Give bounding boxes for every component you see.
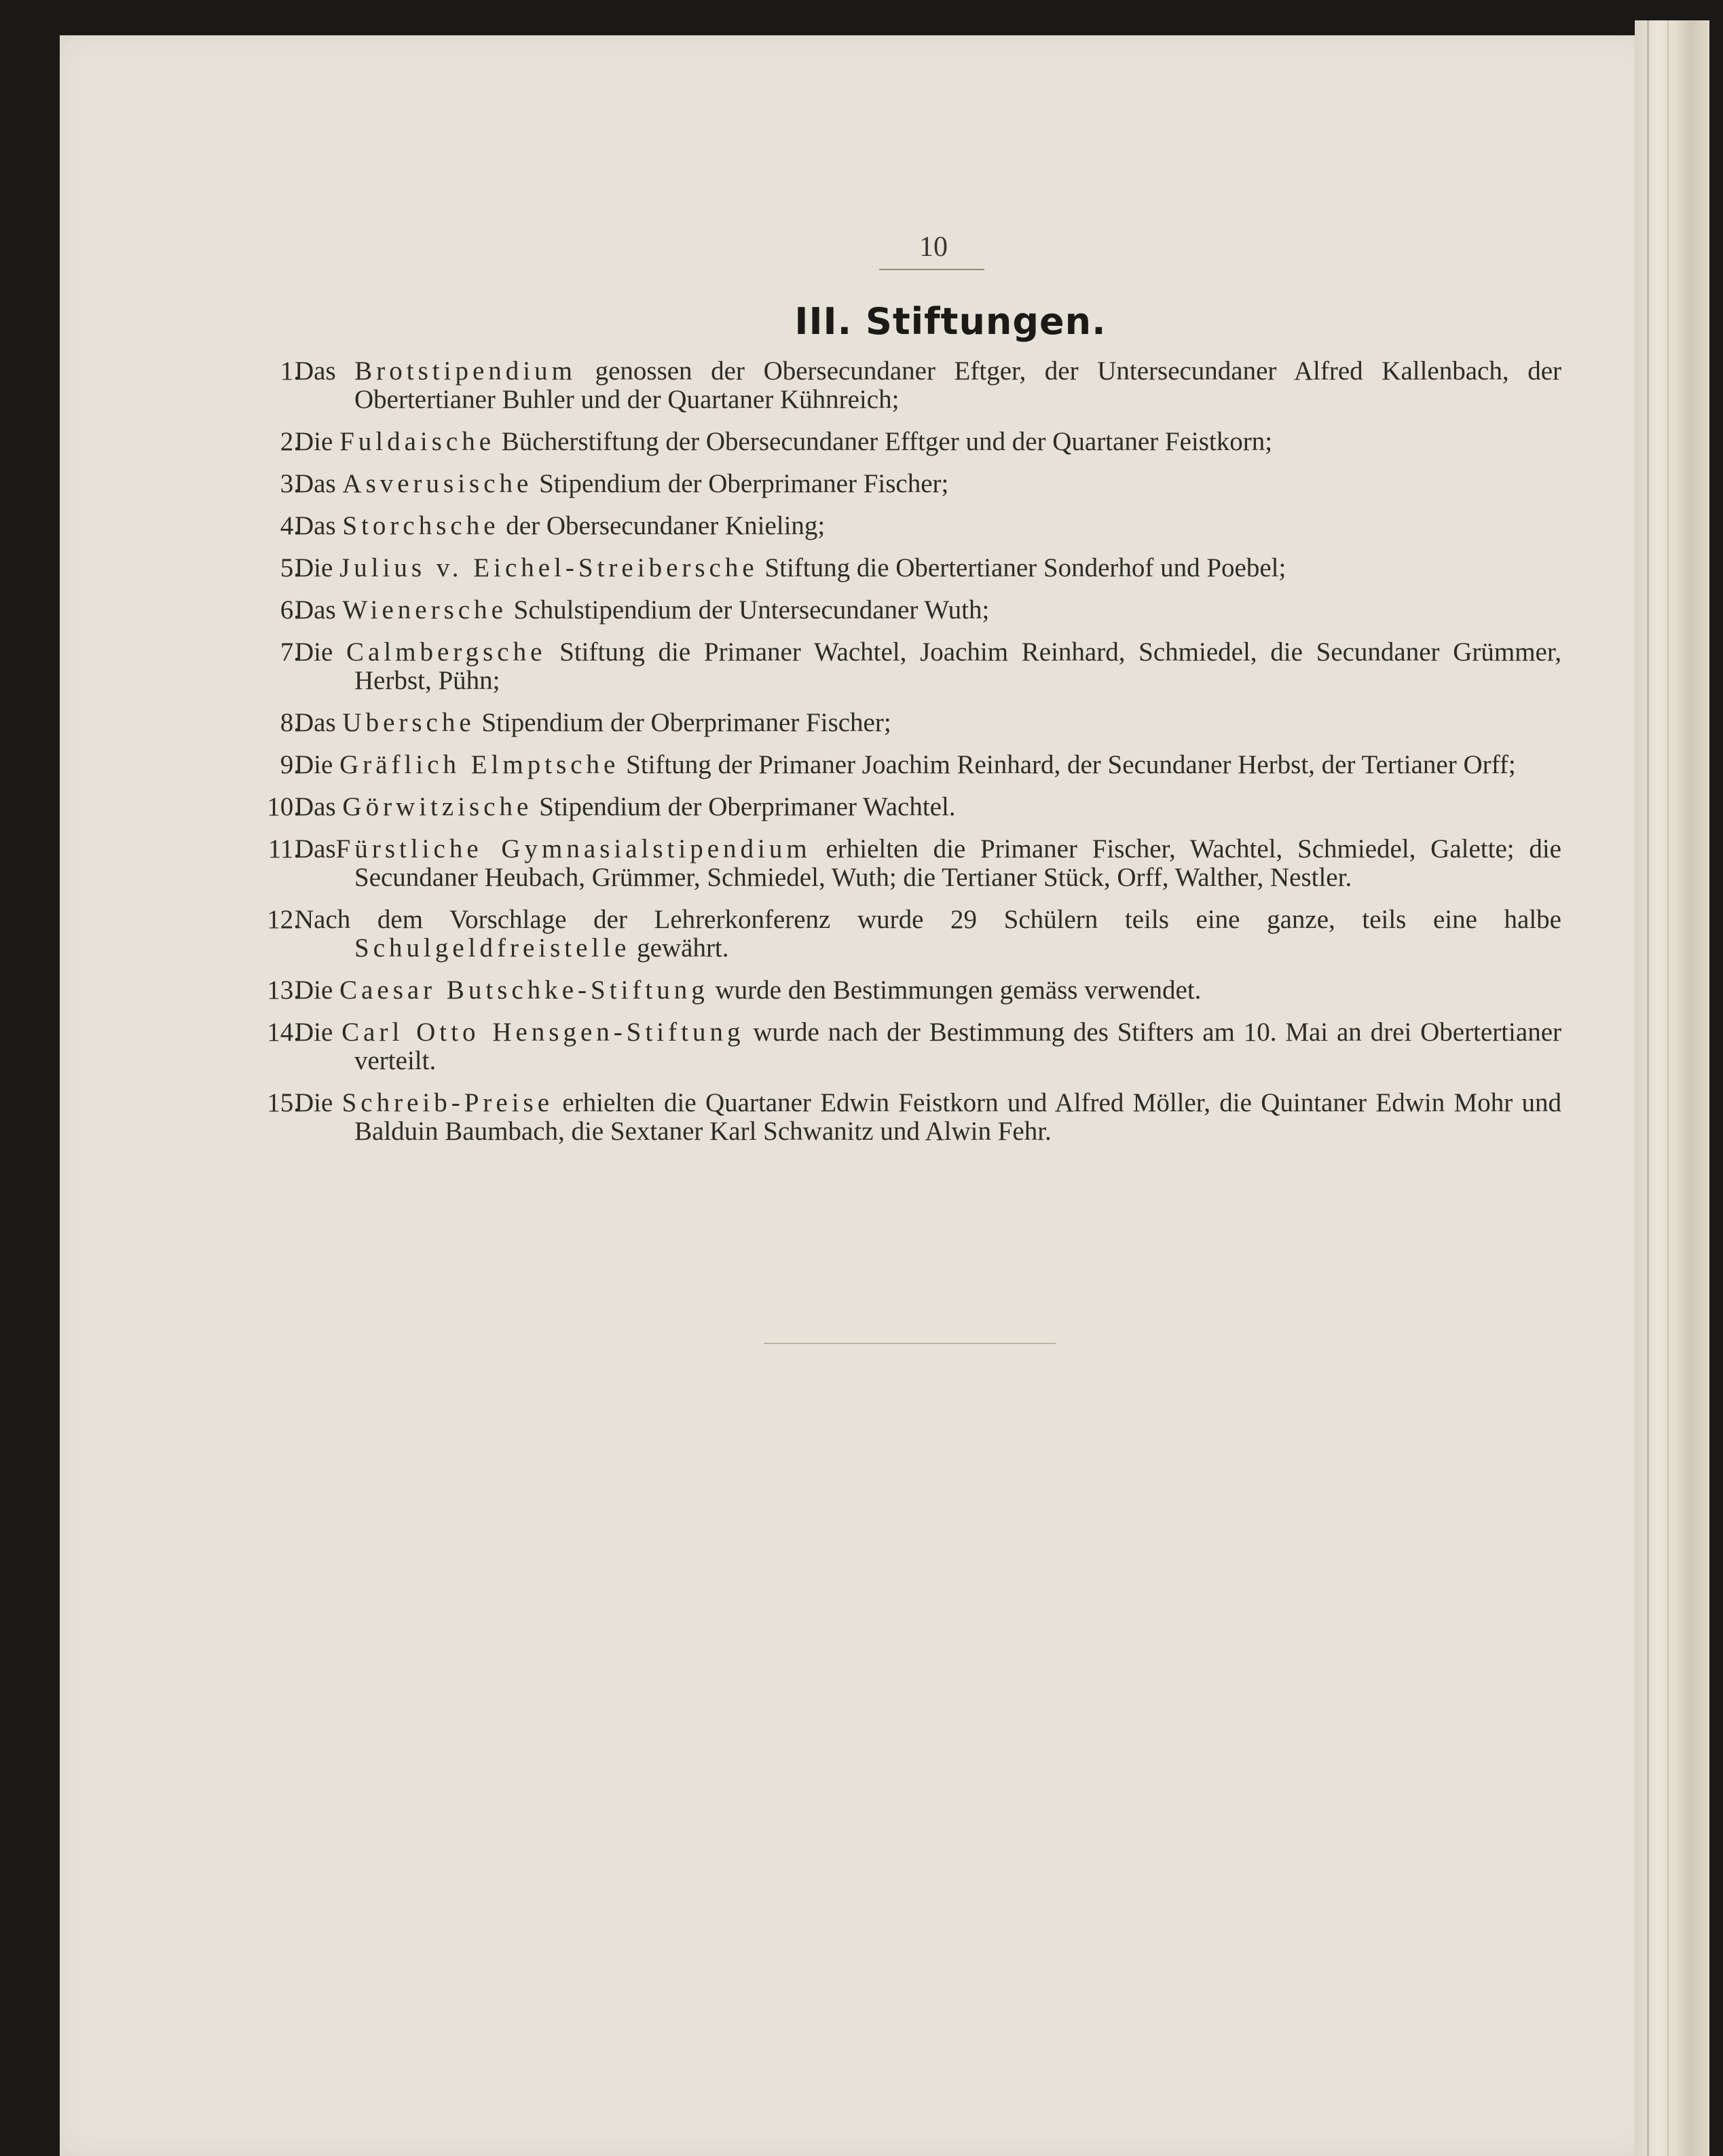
page-edge-line xyxy=(1667,20,1669,2156)
list-item xyxy=(251,709,1561,737)
item-text xyxy=(295,835,1561,892)
item-number: 12. xyxy=(267,905,300,934)
list-item xyxy=(251,554,1561,582)
item-text xyxy=(295,554,1561,582)
end-rule xyxy=(764,1343,1056,1344)
item-text-post: Stiftung der Primaner Joachim Reinhard, der Secundaner Herbst, der Tertianer Orff; xyxy=(626,750,1516,779)
item-foundation-name: Fuldaische xyxy=(339,427,496,456)
item-number: 13. xyxy=(267,975,300,1005)
item-text-post: genossen der Obersecundaner Eftger, der Untersecundaner Alfred Kallenbach, der Obertertianer Buhler und der Quartaner Kühnreich; xyxy=(354,356,1562,414)
foundation-list xyxy=(251,357,1561,1159)
item-foundation-name: Gräflich Elmptsche xyxy=(339,750,620,779)
page-number: 10 xyxy=(919,231,948,263)
item-number: 9. xyxy=(280,750,300,779)
item-number: 7. xyxy=(280,637,300,667)
item-text-post: wurde nach der Bestimmung des Stifters am 10. Mai an drei Obertertianer verteilt. xyxy=(354,1018,1561,1075)
item-text xyxy=(295,1018,1561,1075)
item-number: 15. xyxy=(267,1088,300,1117)
item-text-post: Bücherstiftung der Obersecundaner Efftger und der Quartaner Feistkorn; xyxy=(501,427,1273,456)
item-text xyxy=(295,428,1561,456)
item-text xyxy=(295,638,1561,695)
item-foundation-name: Storchsche xyxy=(342,511,500,540)
item-text-pre: Die xyxy=(295,427,333,456)
page-number-rule xyxy=(879,269,984,270)
item-text-post: gewährt. xyxy=(637,933,729,963)
item-text-pre: Das xyxy=(295,834,336,863)
item-foundation-name: Julius v. Eichel-Streibersche xyxy=(339,553,758,582)
item-foundation-name: Schulgeldfreistelle xyxy=(354,933,631,963)
page-edge-line xyxy=(1647,20,1649,2156)
item-text-post: Stiftung die Primaner Wachtel, Joachim Reinhard, Schmiedel, die Secundaner Grümmer, Herbst, Pühn; xyxy=(354,637,1562,695)
list-item xyxy=(251,638,1561,695)
item-text-post: erhielten die Primaner Fischer, Wachtel, Schmiedel, Galette; die Secundaner Heubach, Grümmer, Schmiedel, Wuth; die Tertianer Stück, Orff, Walther, Nestler. xyxy=(354,834,1561,892)
item-text-pre: Das xyxy=(295,792,336,821)
list-item xyxy=(251,512,1561,540)
item-number: 14. xyxy=(267,1018,300,1047)
item-text-post: der Obersecundaner Knieling; xyxy=(506,511,826,540)
item-text-pre: Das xyxy=(295,356,336,386)
list-item xyxy=(251,1018,1561,1075)
item-foundation-name: Calmbergsche xyxy=(346,637,546,667)
item-number: 2. xyxy=(280,427,300,456)
item-number: 8. xyxy=(280,708,300,737)
item-number: 11. xyxy=(267,834,300,863)
item-text-post: wurde den Bestimmungen gemäss verwendet. xyxy=(715,975,1202,1005)
item-text-pre: Das xyxy=(295,595,336,625)
item-number: 4. xyxy=(280,511,300,540)
list-item xyxy=(251,428,1561,456)
item-foundation-name: Fürstliche Gymnasialstipendium xyxy=(335,834,811,863)
item-text xyxy=(295,906,1561,963)
item-number: 3. xyxy=(280,469,300,498)
item-text xyxy=(295,596,1561,625)
item-text-post: Stipendium der Oberprimaner Fischer; xyxy=(481,708,891,737)
item-text-pre: Die xyxy=(295,975,333,1005)
item-text-pre: Die xyxy=(295,750,333,779)
item-foundation-name: Caesar Butschke-Stiftung xyxy=(339,975,709,1005)
list-item xyxy=(251,357,1561,414)
item-text-post: erhielten die Quartaner Edwin Feistkorn und Alfred Möller, die Quintaner Edwin Mohr und Balduin Baumbach, die Sextaner Karl Schwanitz und Alwin Fehr. xyxy=(354,1088,1562,1146)
item-foundation-name: Brotstipendium xyxy=(354,356,576,386)
item-number: 6. xyxy=(280,595,300,625)
item-text-pre: Das xyxy=(295,708,336,737)
list-item xyxy=(251,793,1561,821)
list-item xyxy=(251,470,1561,498)
item-number: 5. xyxy=(280,553,300,582)
item-foundation-name: Görwitzische xyxy=(342,792,533,821)
item-number: 1. xyxy=(280,356,300,386)
item-text-pre: Die xyxy=(295,1018,333,1047)
page-edge xyxy=(1635,20,1709,2156)
item-text-pre: Die xyxy=(295,637,333,667)
item-text xyxy=(295,976,1561,1005)
item-foundation-name: Wienersche xyxy=(342,595,507,625)
item-text xyxy=(295,470,1561,498)
item-text xyxy=(295,357,1561,414)
item-text xyxy=(295,793,1561,821)
item-text-pre: Das xyxy=(295,511,336,540)
item-text-pre: Die xyxy=(295,1088,333,1117)
item-text-post: Stipendium der Oberprimaner Fischer; xyxy=(539,469,949,498)
list-item xyxy=(251,1089,1561,1146)
list-item xyxy=(251,906,1561,963)
item-text xyxy=(295,1089,1561,1146)
section-title: III. Stiftungen. xyxy=(794,300,1107,343)
item-number: 10. xyxy=(267,792,300,821)
item-text xyxy=(295,512,1561,540)
item-text xyxy=(295,751,1561,779)
list-item xyxy=(251,835,1561,892)
list-item xyxy=(251,596,1561,625)
item-text-post: Stiftung die Obertertianer Sonderhof und Poebel; xyxy=(764,553,1286,582)
item-text-pre: Nach dem Vorschlage der Lehrerkonferenz wurde 29 Schülern teils eine ganze, teils eine halbe xyxy=(295,905,1561,934)
item-text-pre: Das xyxy=(295,469,336,498)
item-text xyxy=(295,709,1561,737)
item-text-post: Schulstipendium der Untersecundaner Wuth; xyxy=(513,595,990,625)
list-item xyxy=(251,751,1561,779)
item-foundation-name: Asverusische xyxy=(342,469,533,498)
item-foundation-name: Schreib-Preise xyxy=(341,1088,554,1117)
list-item xyxy=(251,976,1561,1005)
item-text-pre: Die xyxy=(295,553,333,582)
item-text-post: Stipendium der Oberprimaner Wachtel. xyxy=(539,792,956,821)
item-foundation-name: Carl Otto Hensgen-Stiftung xyxy=(341,1018,745,1047)
item-foundation-name: Ubersche xyxy=(342,708,475,737)
